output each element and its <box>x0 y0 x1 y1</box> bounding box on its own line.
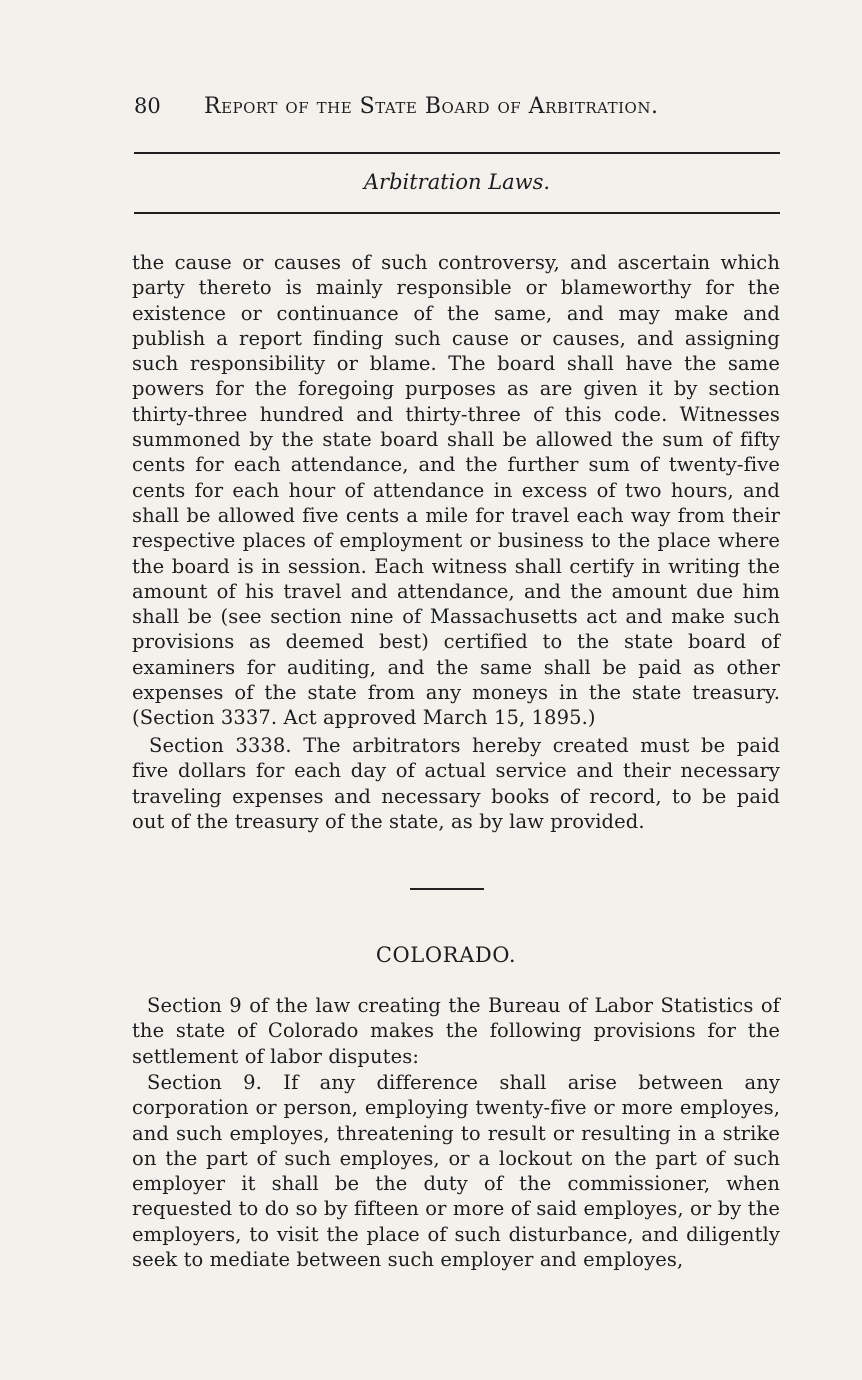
colorado-section-9-paragraph: Section 9. If any difference shall arise between any corporation or person, employing twenty-five or more employes, and such employes, threatening to result or resulting in a strike on the part of such employes, or a lockout on the part of such employer it shall be the duty of the commissioner, when requested to do so by fifteen or more of said employes, or by the employers, to visit the place of such disturbance, and diligently seek to mediate between such employer and employes, <box>132 1071 780 1272</box>
page-header <box>134 94 784 126</box>
section-subheader: Arbitration Laws. <box>363 170 551 194</box>
header-rule-bottom <box>134 212 780 214</box>
page-number: 80 <box>134 94 161 118</box>
header-rule-top <box>134 152 780 154</box>
continuation-paragraph: the cause or causes of such controversy, and ascertain which party thereto is mainly responsible or blameworthy for the existence or continuance of the same, and may make and publish a report finding such cause or causes, and assigning such responsibility or blame. The board shall have the same powers for the foregoing purposes as are given it by section thirty-three hundred and thirty-three of this code. Witnesses summoned by the state board shall be allowed the sum of fifty cents for each attendance, and the further sum of twenty-five cents for each hour of attendance in excess of two hours, and shall be allowed five cents a mile for travel each way from their respective places of employment or business to the place where the board is in session. Each witness shall certify in writing the amount of his travel and attendance, and the amount due him shall be (see section nine of Massachusetts act and make such provisions as deemed best) certified to the state board of examiners for auditing, and the same shall be paid as other expenses of the state from any moneys in the state treasury. (Section 3337. Act approved March 15, 1895.) <box>132 251 780 730</box>
section-3338-paragraph: Section 3338. The arbitrators hereby created must be paid five dollars for each day of actual service and their necessary traveling expenses and necessary books of record, to be paid out of the treasury of the state, as by law provided. <box>132 734 780 833</box>
running-title: Report of the State Board of Arbitration. <box>204 94 659 119</box>
colorado-heading: COLORADO. <box>375 943 517 967</box>
section-divider <box>410 888 484 890</box>
colorado-intro-paragraph: Section 9 of the law creating the Bureau of Labor Statistics of the state of Colorado makes the following provisions for the settlement of labor disputes: <box>132 994 780 1068</box>
